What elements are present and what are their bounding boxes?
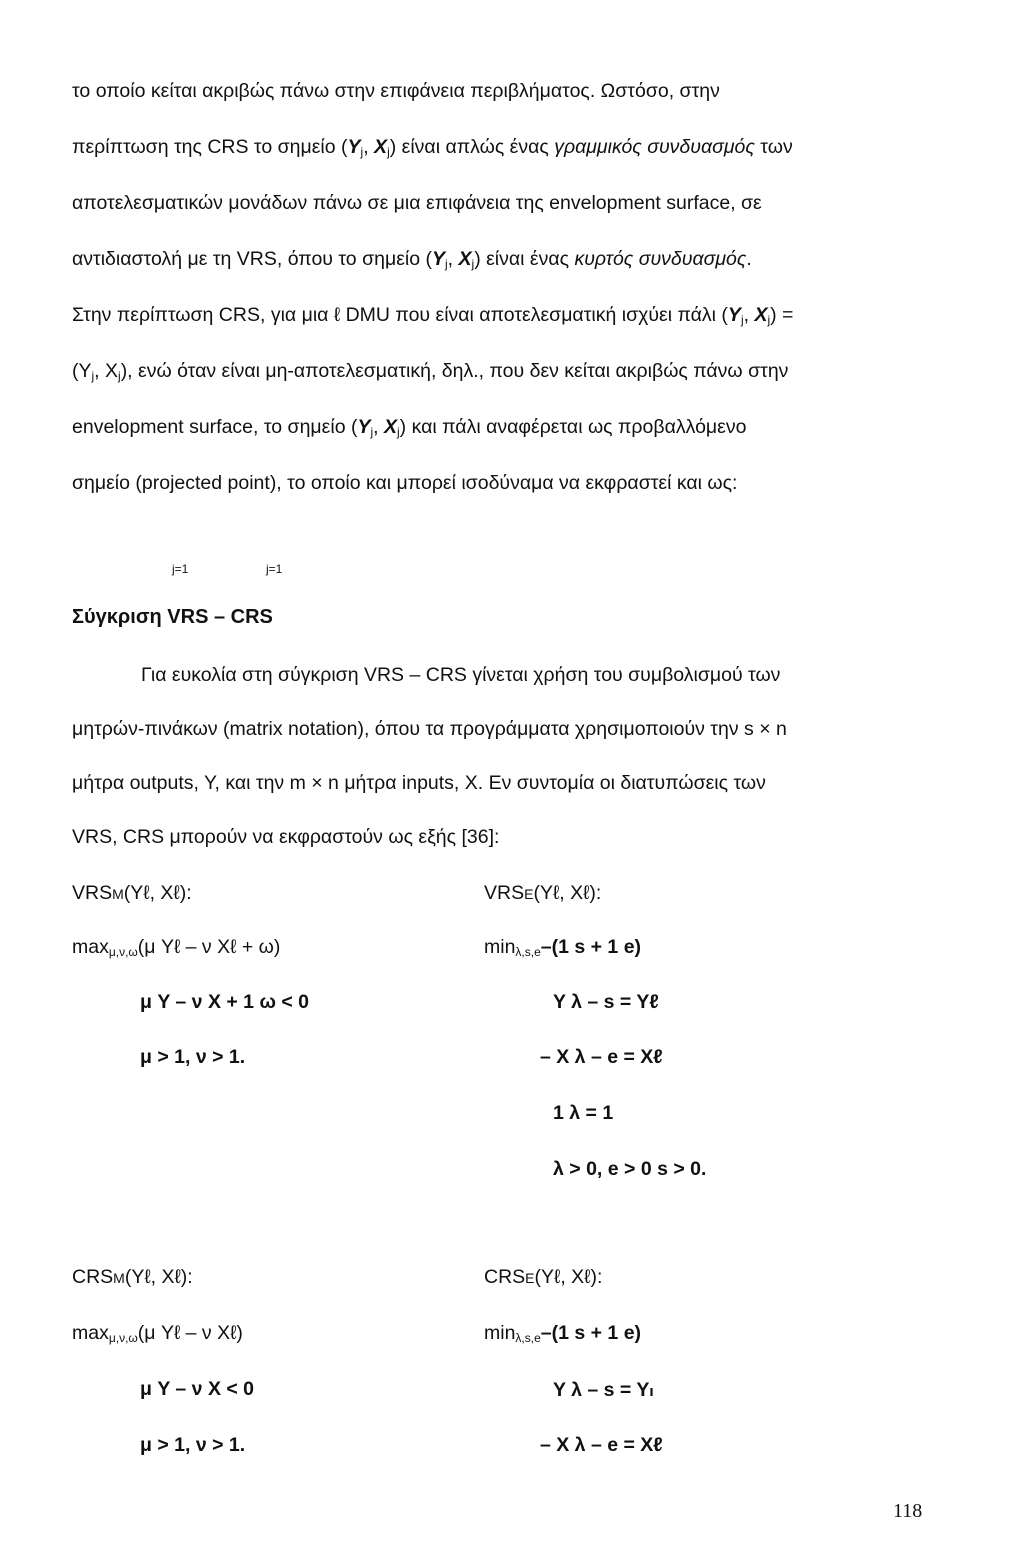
- text-line: [72, 80, 720, 103]
- crs-m-constraint: μ > 1, ν > 1.: [140, 1434, 246, 1456]
- text-span: VRS: [484, 882, 525, 904]
- text-span: ,: [373, 416, 384, 438]
- subscript: μ,ν,ω: [108, 945, 138, 959]
- text-span: μητρών-πινάκων (matrix notation), όπου τα προγράμματα χρησιμοποιούν την s × n: [72, 718, 787, 740]
- italic-term: κυρτός συνδυασμός: [574, 248, 747, 270]
- text-span: ) =: [770, 304, 794, 326]
- text-span: περίπτωση της CRS το σημείο (: [72, 136, 348, 158]
- subscript: μ,ν,ω: [108, 1331, 138, 1345]
- section-heading: Σύγκριση VRS – CRS: [72, 606, 273, 628]
- text-span: ,: [743, 304, 755, 326]
- subscript: M: [112, 886, 124, 902]
- math-symbol: X: [383, 416, 397, 438]
- text-line: [72, 416, 746, 439]
- subscript: E: [524, 886, 534, 902]
- text-span: , X: [94, 360, 119, 382]
- text-span: ), ενώ όταν είναι μη-αποτελεσματική, δηλ., που δεν κείται ακριβώς πάνω στην: [120, 360, 789, 382]
- vrs-e-constraint: λ > 0, e > 0 s > 0.: [553, 1158, 707, 1180]
- text-span: VRS: [72, 882, 113, 904]
- vrs-e-title: [484, 882, 601, 905]
- subscript: j: [740, 313, 744, 327]
- text-span: σημείο (projected point), το οποίο και μπορεί ισοδύναμα να εκφραστεί και ως:: [72, 472, 738, 494]
- text-line: [72, 472, 737, 495]
- subscript: j: [387, 145, 390, 159]
- subscript: M: [113, 1270, 125, 1286]
- text-span: –(1 s + 1 e): [540, 1322, 642, 1344]
- text-span: min: [484, 1322, 516, 1344]
- text-span: VRS, CRS μπορούν να εκφραστούν ως εξής [36]:: [72, 826, 500, 848]
- page-number: 118: [893, 1500, 923, 1522]
- subscript: j: [471, 257, 475, 271]
- subscript: j: [118, 369, 121, 383]
- sum-limit-label: j=1: [266, 562, 283, 576]
- subscript: λ,s,e: [515, 945, 541, 959]
- crs-e-objective: [484, 1322, 641, 1345]
- text-span: ) είναι απλώς ένας: [389, 136, 555, 158]
- text-span: max: [72, 936, 109, 958]
- vrs-m-title: [72, 882, 192, 905]
- subscript: j: [445, 257, 448, 271]
- subscript: λ,s,e: [515, 1331, 541, 1345]
- text-span: Για ευκολία στη σύγκριση VRS – CRS γίνεται χρήση του συμβολισμού των: [141, 664, 781, 686]
- sum-limit-label: j=1: [172, 562, 189, 576]
- math-symbol: X: [458, 248, 472, 270]
- crs-m-title: [72, 1266, 193, 1289]
- math-symbol: X: [754, 304, 768, 326]
- subscript: j: [91, 369, 95, 383]
- text-line: [72, 718, 787, 741]
- vrs-e-objective: [484, 936, 641, 959]
- text-span: Στην περίπτωση CRS, για μια ℓ DMU που είναι αποτελεσματική ισχύει πάλι (: [72, 304, 728, 326]
- text-line: [72, 248, 752, 271]
- vrs-m-constraint: μ Y – ν X + 1 ω < 0: [140, 991, 309, 1013]
- crs-m-constraint: μ Y – ν X < 0: [140, 1378, 255, 1400]
- text-span: min: [484, 936, 516, 958]
- text-line: [72, 826, 499, 849]
- text-line: [72, 136, 793, 159]
- italic-term: γραμμικός συνδυασμός: [554, 136, 755, 158]
- text-span: CRS: [484, 1266, 526, 1288]
- text-line: [141, 664, 780, 687]
- text-span: ,: [363, 136, 375, 158]
- text-span: το οποίο κείται ακριβώς πάνω στην επιφάνεια περιβλήματος. Ωστόσο, στην: [72, 80, 720, 102]
- vrs-e-constraint: Y λ – s = Yℓ: [553, 991, 659, 1013]
- text-span: (Yℓ, Xℓ):: [534, 1266, 603, 1288]
- text-span: ,: [447, 248, 459, 270]
- vrs-m-constraint: μ > 1, ν > 1.: [140, 1046, 246, 1068]
- text-span: (Yℓ, Xℓ):: [124, 1266, 193, 1288]
- text-span: –(1 s + 1 e): [540, 936, 642, 958]
- text-span: (μ Yℓ – ν Xℓ + ω): [137, 936, 281, 958]
- subscript: E: [525, 1270, 535, 1286]
- math-symbol: Y: [357, 416, 371, 438]
- vrs-m-objective: [72, 936, 280, 959]
- subscript: j: [397, 425, 400, 439]
- text-span: αντιδιαστολή με τη VRS, όπου το σημείο (: [72, 248, 432, 270]
- text-span: CRS: [72, 1266, 114, 1288]
- crs-m-objective: [72, 1322, 243, 1345]
- text-line: [72, 192, 762, 215]
- text-span: ) είναι ένας: [474, 248, 575, 270]
- text-line: [72, 360, 788, 383]
- text-span: ) και πάλι αναφέρεται ως προβαλλόμενο: [399, 416, 747, 438]
- math-symbol: Y: [431, 248, 445, 270]
- vrs-e-constraint: – X λ – e = Xℓ: [540, 1046, 663, 1068]
- text-span: των: [754, 136, 793, 158]
- text-span: .: [746, 248, 752, 270]
- math-symbol: X: [374, 136, 388, 158]
- crs-e-constraint: Y λ – s = Yₗ: [553, 1379, 654, 1401]
- text-span: (Yℓ, Xℓ):: [533, 882, 602, 904]
- math-symbol: Y: [727, 304, 741, 326]
- subscript: j: [767, 313, 771, 327]
- text-span: envelopment surface, το σημείο (: [72, 416, 358, 438]
- crs-e-constraint: – X λ – e = Xℓ: [540, 1434, 663, 1456]
- vrs-e-constraint: 1 λ = 1: [553, 1102, 614, 1124]
- text-span: (Yℓ, Xℓ):: [123, 882, 192, 904]
- text-span: μήτρα outputs, Y, και την m × n μήτρα inputs, X. Εν συντομία οι διατυπώσεις των: [72, 772, 766, 794]
- text-line: [72, 772, 766, 795]
- subscript: j: [370, 425, 374, 439]
- text-line: [72, 304, 793, 327]
- text-span: αποτελεσματικών μονάδων πάνω σε μια επιφάνεια της envelopment surface, σε: [72, 192, 762, 214]
- crs-e-title: [484, 1266, 602, 1289]
- text-span: (Y: [72, 360, 92, 382]
- text-span: max: [72, 1322, 109, 1344]
- subscript: j: [360, 145, 364, 159]
- math-symbol: Y: [347, 136, 361, 158]
- text-span: (μ Yℓ – ν Xℓ): [137, 1322, 243, 1344]
